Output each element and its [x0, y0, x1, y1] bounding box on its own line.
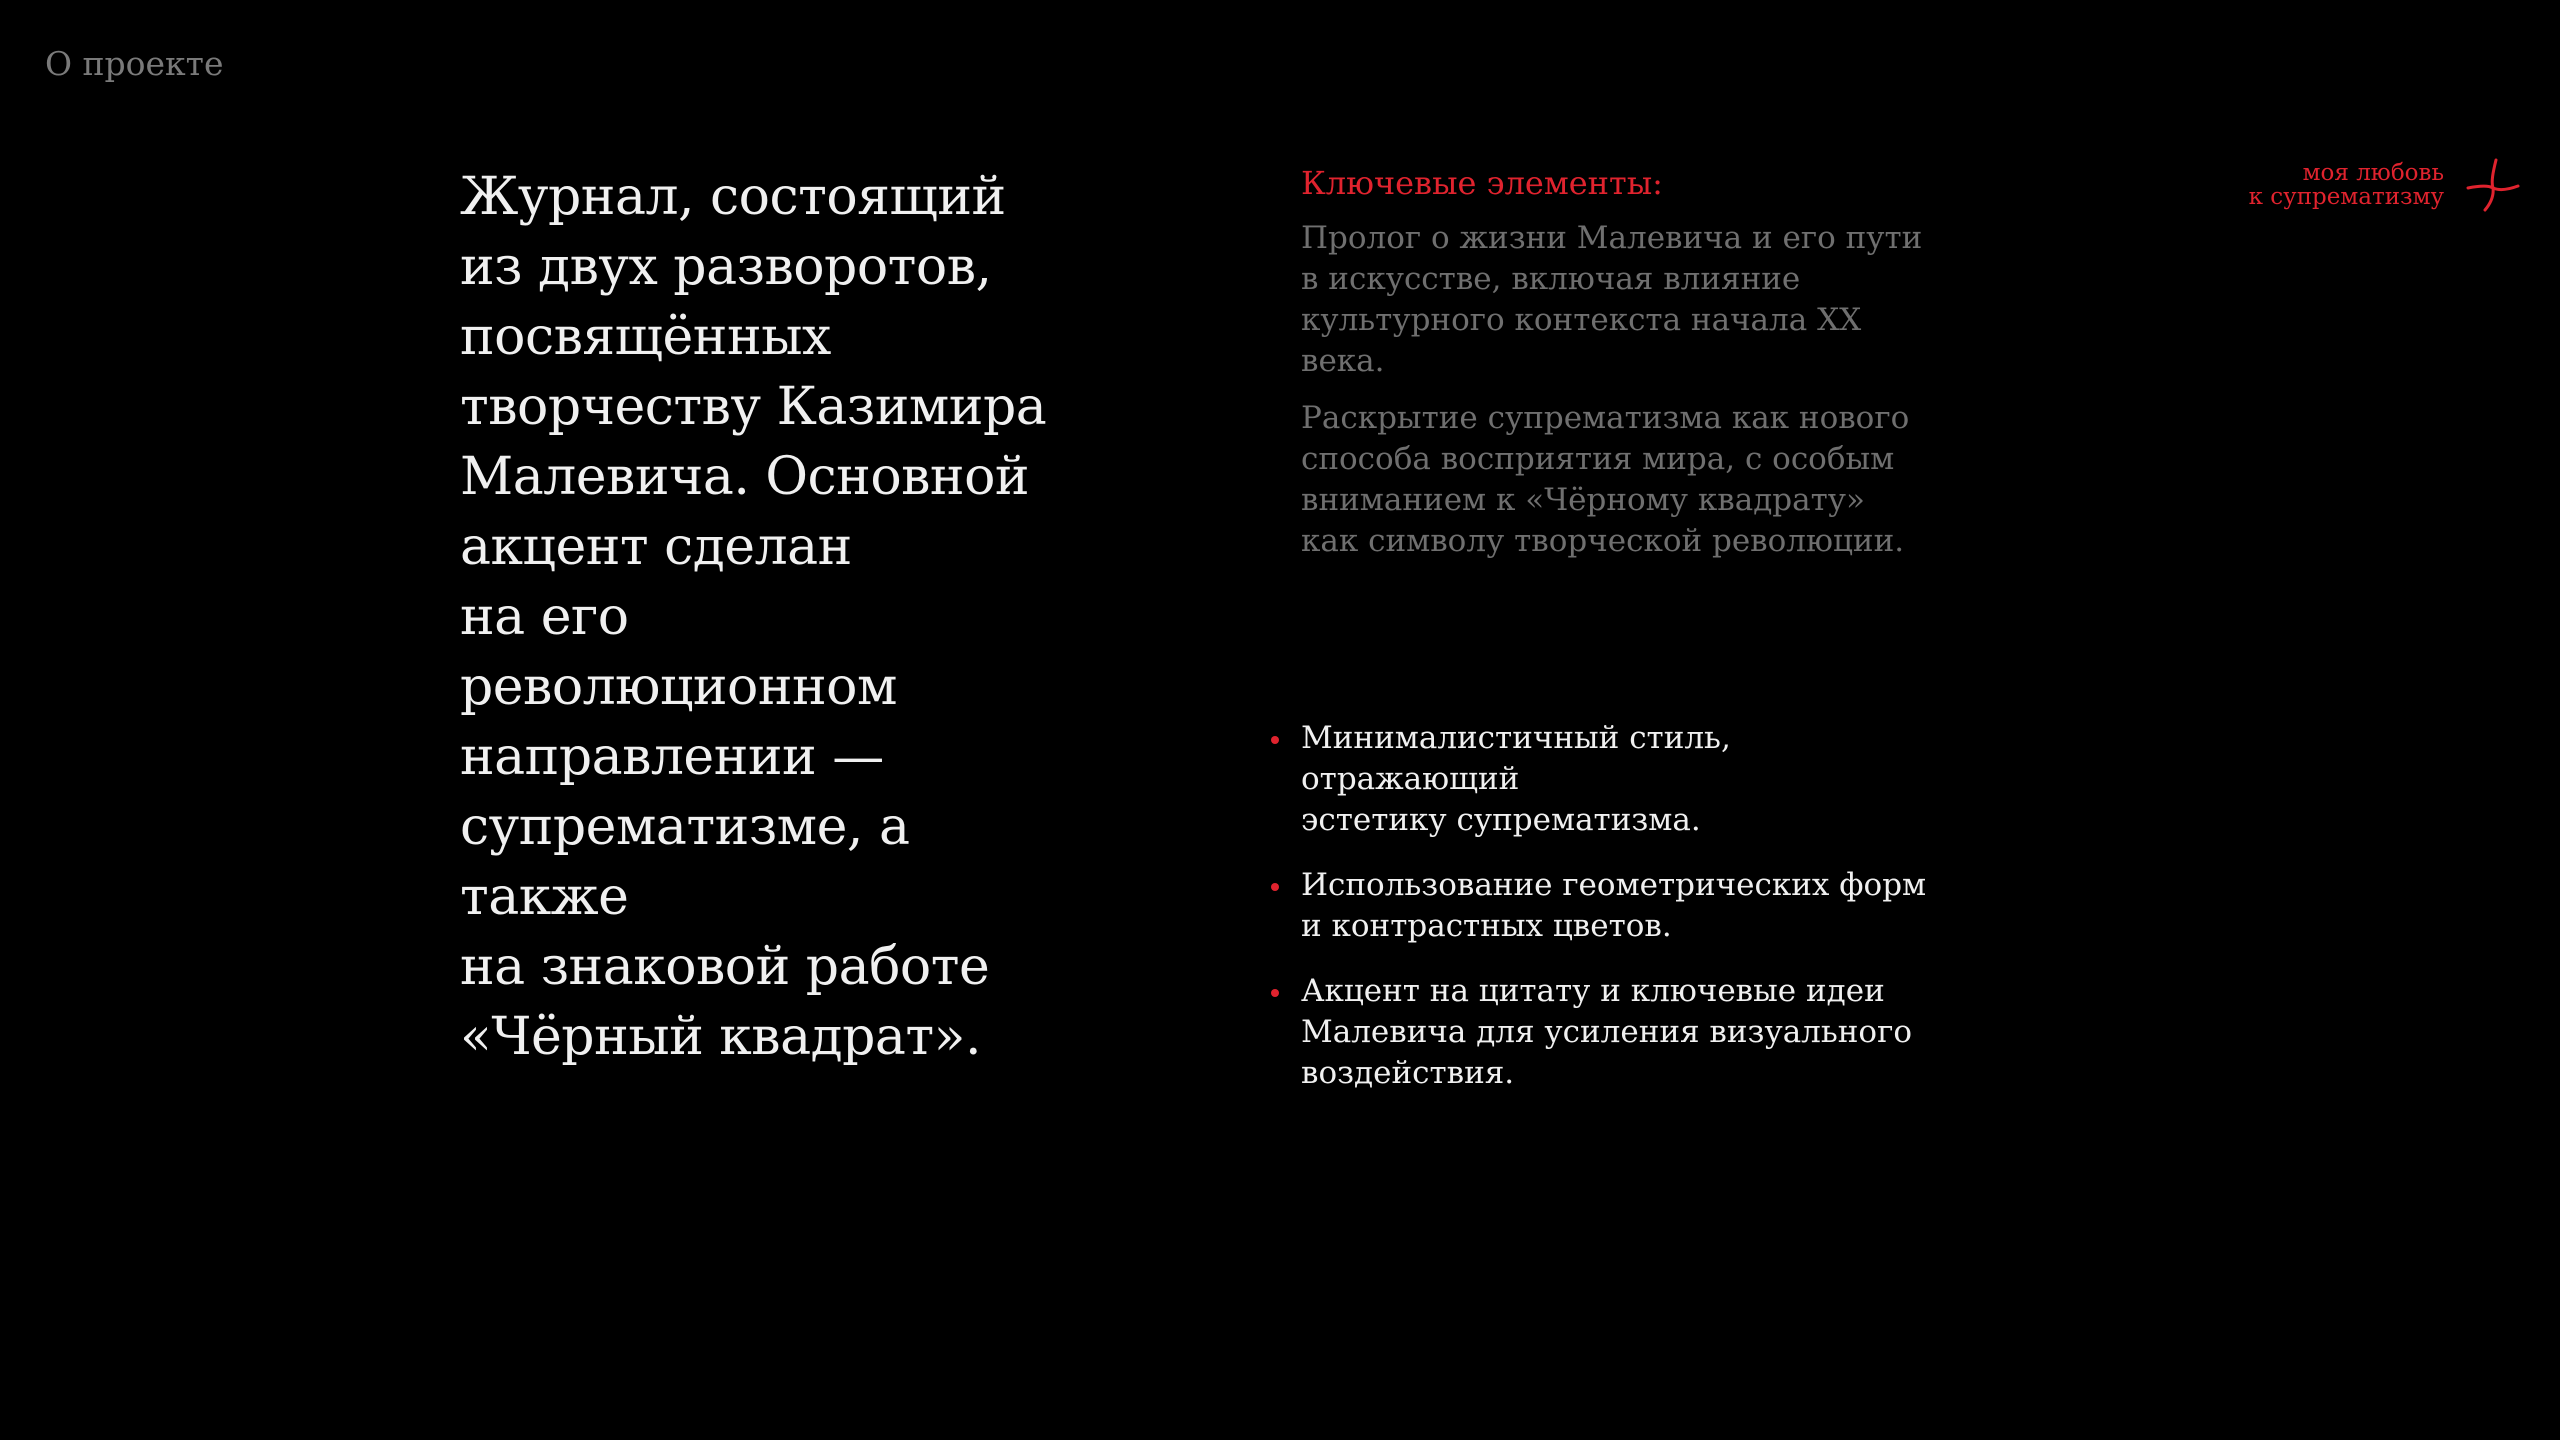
key-element-paragraph: Раскрытие супрематизма как нового способа восприятия мира, с особым вниманием к «Чёрному квадрату» как символу творческой революции. [1301, 400, 1910, 559]
section-label: О проекте [45, 44, 224, 83]
list-item-text: Использование геометрических форм и контрастных цветов. [1301, 867, 1927, 944]
key-elements-paragraphs [1301, 218, 1941, 578]
key-elements-title: Ключевые элементы: [1301, 164, 1663, 202]
bullet-dot-icon [1271, 883, 1279, 891]
features-list [1270, 718, 1950, 1118]
suprematist-cross-icon [2466, 158, 2520, 212]
list-item [1270, 971, 1950, 1094]
list-item [1270, 865, 1950, 947]
logo-text: моя любовь к супрематизму [2248, 160, 2444, 210]
list-item [1270, 718, 1950, 841]
project-description: Журнал, состоящий из двух разворотов, посвящённых творчеству Казимира Малевича. Основной акцент сделан на его революционном направлении — супрематизме, а также на знаковой работе «Чёрный квадрат». [460, 167, 1047, 1067]
list-item-text: Акцент на цитату и ключевые идеи Малевича для усиления визуального воздействия. [1301, 973, 1912, 1091]
bullet-dot-icon [1271, 989, 1279, 997]
logo [2249, 158, 2520, 212]
key-element-paragraph: Пролог о жизни Малевича и его пути в искусстве, включая влияние культурного контекста начала XX века. [1301, 220, 1923, 379]
bullet-dot-icon [1271, 736, 1279, 744]
list-item-text: Минималистичный стиль, отражающий эстетику супрематизма. [1301, 720, 1731, 838]
